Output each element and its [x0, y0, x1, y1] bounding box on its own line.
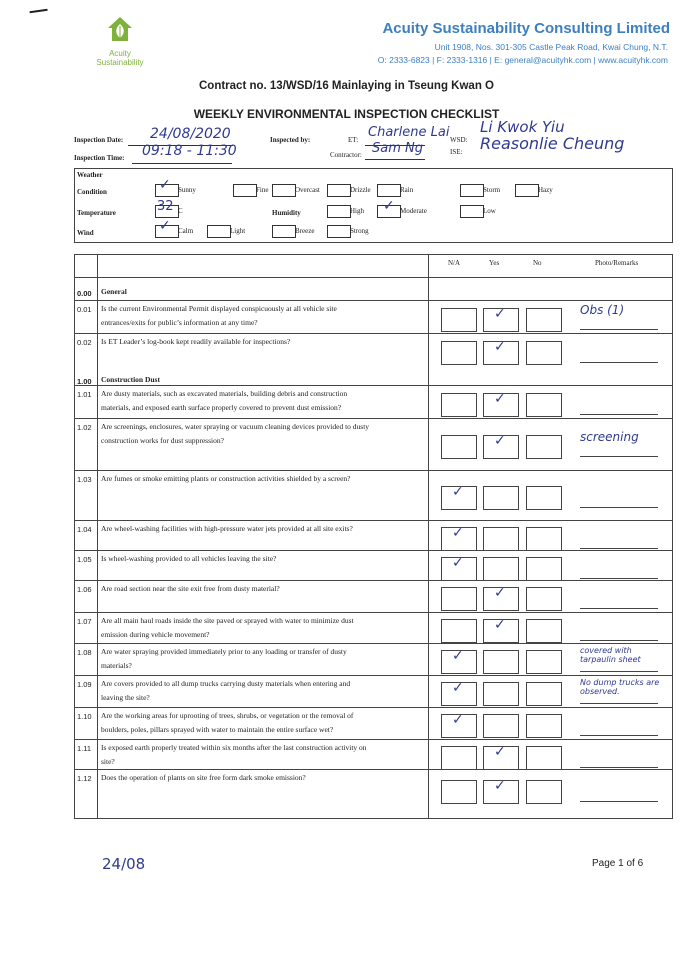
no-checkbox[interactable] — [526, 557, 562, 581]
temperature-value[interactable]: 32 — [157, 199, 174, 214]
condition-sunny-label: Sunny — [178, 186, 196, 194]
item-number: 1.02 — [77, 423, 92, 432]
company-contacts: O: 2333-6823 | F: 2333-1316 | E: general@acuityhk.com | www.acuityhk.com — [377, 55, 668, 65]
item-number: 1.11 — [77, 744, 92, 753]
humidity-low-checkbox[interactable] — [460, 205, 484, 218]
wind-label: Wind — [77, 229, 94, 237]
wsd-label: WSD: — [450, 136, 468, 144]
remarks-line — [580, 608, 658, 609]
question-text: Are wheel-washing facilities with high-pressure water jets provided at all site exits? — [101, 524, 353, 533]
item-number: 1.10 — [77, 712, 92, 721]
question-text: Does the operation of plants on site free form dark smoke emission? — [101, 773, 306, 782]
condition-drizzle-label: Drizzle — [350, 186, 371, 194]
yes-checkbox[interactable] — [483, 527, 519, 551]
checkmark-icon: ✓ — [494, 744, 506, 760]
header-row-divider — [75, 277, 672, 278]
remark-text[interactable]: screening — [580, 430, 639, 444]
temperature-unit: C — [178, 207, 183, 215]
question-text: Is ET Leader’s log-book kept readily available for inspections? — [101, 337, 291, 346]
na-checkbox[interactable] — [441, 587, 477, 611]
table-row — [75, 643, 672, 676]
question-text-continued: construction works for dust suppression? — [101, 436, 224, 445]
table-row — [75, 739, 672, 770]
footer-initials: 24/08 — [102, 855, 146, 873]
no-checkbox[interactable] — [526, 714, 562, 738]
checklist-table — [74, 254, 673, 819]
question-text: Is exposed earth properly treated within six months after the last construction activity on — [101, 743, 367, 752]
question-text-continued: entrances/exits for public’s information at any time? — [101, 318, 258, 327]
question-text-continued: site? — [101, 757, 115, 766]
question-text-continued: leaving the site? — [101, 693, 150, 702]
humidity-high-label: High — [350, 207, 364, 215]
inspection-time-label: Inspection Time: — [74, 154, 125, 162]
no-checkbox[interactable] — [526, 527, 562, 551]
wind-calm-label: Calm — [178, 227, 194, 235]
inspected-by-label: Inspected by: — [270, 136, 311, 144]
yes-checkbox[interactable] — [483, 650, 519, 674]
no-checkbox[interactable] — [526, 486, 562, 510]
inspection-date-label: Inspection Date: — [74, 136, 124, 144]
no-checkbox[interactable] — [526, 746, 562, 770]
ise-label: ISE: — [450, 148, 463, 156]
item-number: 1.12 — [77, 774, 92, 783]
item-number: 1.05 — [77, 555, 92, 564]
no-checkbox[interactable] — [526, 619, 562, 643]
section-title: Construction Dust — [101, 375, 160, 384]
ise-value[interactable]: Reasonlie Cheung — [480, 134, 625, 153]
question-text-continued: materials? — [101, 661, 132, 670]
question-text: Are dusty materials, such as excavated materials, building debris and construction — [101, 389, 348, 398]
no-checkbox[interactable] — [526, 393, 562, 417]
checkmark-icon: ✓ — [494, 433, 506, 449]
yes-checkbox[interactable] — [483, 682, 519, 706]
table-row — [75, 385, 672, 419]
checkmark-icon: ✓ — [494, 391, 506, 407]
table-row — [75, 333, 672, 367]
wind-breeze-label: Breeze — [295, 227, 315, 235]
question-text: Are water spraying provided immediately prior to any loading or transfer of dusty — [101, 647, 347, 656]
table-row — [75, 707, 672, 740]
table-row — [75, 550, 672, 581]
et-value[interactable]: Charlene Lai — [368, 125, 450, 140]
question-text: Are fumes or smoke emitting plants or construction activities shielded by a screen? — [101, 474, 351, 483]
condition-storm-label: Storm — [483, 186, 501, 194]
remarks-line — [580, 671, 658, 672]
remarks-line — [580, 548, 658, 549]
calm-checkmark-icon: ✓ — [159, 218, 171, 234]
question-text-continued: boulders, poles, pillars sprayed with water to maintain the entire surface wet? — [101, 725, 334, 734]
col-yes-header: Yes — [489, 259, 500, 267]
checkmark-icon: ✓ — [452, 680, 464, 696]
wind-light-label: Light — [230, 227, 246, 235]
remark-text[interactable]: covered with tarpaulin sheet — [580, 646, 641, 664]
yes-checkbox[interactable] — [483, 714, 519, 738]
time-underline — [132, 163, 232, 164]
na-checkbox[interactable] — [441, 435, 477, 459]
na-checkbox[interactable] — [441, 780, 477, 804]
page-number: Page 1 of 6 — [592, 858, 644, 869]
moderate-checkmark-icon: ✓ — [383, 198, 395, 214]
wind-light-checkbox[interactable] — [207, 225, 231, 238]
checkmark-icon: ✓ — [452, 712, 464, 728]
remarks-line — [580, 735, 658, 736]
condition-fine-checkbox[interactable] — [233, 184, 257, 197]
remarks-line — [580, 578, 658, 579]
question-text: Is the current Environmental Permit displayed conspicuously at all vehicle site — [101, 304, 337, 313]
humidity-low-label: Low — [483, 207, 496, 215]
na-checkbox[interactable] — [441, 619, 477, 643]
table-row — [75, 612, 672, 644]
question-text-continued: materials, and exposed earth surface properly covered to prevent dust emission? — [101, 403, 342, 412]
checkmark-icon: ✓ — [494, 339, 506, 355]
remarks-line — [580, 703, 658, 704]
item-number: 1.07 — [77, 617, 92, 626]
item-number: 1.01 — [77, 390, 92, 399]
no-checkbox[interactable] — [526, 650, 562, 674]
col-na-header: N/A — [448, 259, 461, 267]
condition-rain-label: Rain — [400, 186, 414, 194]
item-number: 1.09 — [77, 680, 92, 689]
company-name: Acuity Sustainability Consulting Limited — [382, 20, 670, 37]
question-text: Are the working areas for uprooting of trees, shrubs, or vegetation or the removal of — [101, 711, 354, 720]
sunny-checkmark-icon: ✓ — [159, 177, 171, 193]
checkmark-icon: ✓ — [452, 555, 464, 571]
humidity-moderate-label: Moderate — [400, 207, 427, 215]
company-logo — [80, 14, 160, 74]
logo-text: Acuity — [109, 49, 131, 58]
col-no-header: No — [533, 259, 542, 267]
no-checkbox[interactable] — [526, 341, 562, 365]
question-text: Are screenings, enclosures, water spraying or vacuum cleaning devices provided to dusty — [101, 422, 370, 431]
table-row — [75, 520, 672, 551]
logo-subtext: Sustainability — [96, 58, 144, 67]
checkmark-icon: ✓ — [494, 585, 506, 601]
checkmark-icon: ✓ — [452, 525, 464, 541]
inspection-time-value[interactable]: 09:18 - 11:30 — [142, 143, 237, 159]
contractor-label: Contractor: — [330, 151, 362, 159]
scan-mark — [30, 9, 49, 19]
remarks-line — [580, 767, 658, 768]
table-row — [75, 418, 672, 471]
et-label: ET: — [348, 136, 359, 144]
no-checkbox[interactable] — [526, 587, 562, 611]
wsd-value[interactable]: Li Kwok Yiu — [480, 118, 565, 136]
question-text: Are covers provided to all dump trucks carrying dusty materials when entering and — [101, 679, 351, 688]
checkmark-icon: ✓ — [494, 306, 506, 322]
section-title: General — [101, 287, 127, 296]
condition-hazy-checkbox[interactable] — [515, 184, 539, 197]
condition-label: Condition — [77, 188, 107, 196]
weather-section-label: Weather — [77, 171, 103, 179]
contract-title: Contract no. 13/WSD/16 Mainlaying in Tseung Kwan O — [199, 80, 494, 92]
checkmark-icon: ✓ — [494, 778, 506, 794]
wind-breeze-checkbox[interactable] — [272, 225, 296, 238]
condition-drizzle-checkbox[interactable] — [327, 184, 351, 197]
item-number: 0.02 — [77, 338, 92, 347]
table-row — [75, 580, 672, 613]
condition-fine-label: Fine — [256, 186, 269, 194]
yes-checkbox[interactable] — [483, 557, 519, 581]
section-number: 0.00 — [77, 289, 92, 298]
item-number: 1.04 — [77, 525, 92, 534]
remark-text[interactable]: No dump trucks are observed. — [580, 678, 660, 696]
table-row — [75, 470, 672, 521]
contractor-value[interactable]: Sam Ng — [372, 141, 423, 156]
condition-overcast-checkbox[interactable] — [272, 184, 296, 197]
no-checkbox[interactable] — [526, 780, 562, 804]
checkmark-icon: ✓ — [452, 648, 464, 664]
remark-text[interactable]: Obs (1) — [580, 303, 625, 317]
remarks-line — [580, 414, 658, 415]
temperature-label: Temperature — [77, 209, 116, 217]
na-checkbox[interactable] — [441, 746, 477, 770]
inspection-date-value[interactable]: 24/08/2020 — [150, 126, 231, 142]
humidity-label: Humidity — [272, 209, 301, 217]
remarks-line — [580, 456, 658, 457]
humidity-high-checkbox[interactable] — [327, 205, 351, 218]
table-row — [75, 300, 672, 334]
section-number: 1.00 — [77, 377, 92, 386]
condition-hazy-label: Hazy — [538, 186, 553, 194]
table-row — [75, 769, 672, 810]
checkmark-icon: ✓ — [452, 484, 464, 500]
item-number: 1.03 — [77, 475, 92, 484]
checklist-title: WEEKLY ENVIRONMENTAL INSPECTION CHECKLIST — [193, 107, 500, 121]
checkmark-icon: ✓ — [494, 617, 506, 633]
na-checkbox[interactable] — [441, 393, 477, 417]
no-checkbox[interactable] — [526, 435, 562, 459]
condition-overcast-label: Overcast — [295, 186, 320, 194]
question-text: Are all main haul roads inside the site paved or sprayed with water to minimize dust — [101, 616, 354, 625]
question-text: Is wheel-washing provided to all vehicles leaving the site? — [101, 554, 277, 563]
item-number: 0.01 — [77, 305, 92, 314]
yes-checkbox[interactable] — [483, 486, 519, 510]
company-address: Unit 1908, Nos. 301-305 Castle Peak Road, Kwai Chung, N.T. — [434, 42, 668, 52]
remarks-line — [580, 801, 658, 802]
wind-strong-label: Strong — [350, 227, 369, 235]
remarks-line — [580, 329, 658, 330]
na-checkbox[interactable] — [441, 308, 477, 332]
item-number: 1.08 — [77, 648, 92, 657]
remarks-line — [580, 507, 658, 508]
weather-table — [74, 168, 673, 243]
remarks-line — [580, 640, 658, 641]
question-text: Are road section near the site exit free from dusty material? — [101, 584, 280, 593]
col-remarks-header: Photo/Remarks — [595, 259, 639, 267]
na-checkbox[interactable] — [441, 341, 477, 365]
no-checkbox[interactable] — [526, 308, 562, 332]
remarks-line — [580, 362, 658, 363]
item-number: 1.06 — [77, 585, 92, 594]
wind-strong-checkbox[interactable] — [327, 225, 351, 238]
no-checkbox[interactable] — [526, 682, 562, 706]
table-row — [75, 675, 672, 708]
question-text-continued: emission during vehicle movement? — [101, 630, 210, 639]
leaf-house-icon — [105, 14, 135, 44]
contractor-underline — [365, 159, 425, 160]
condition-rain-checkbox[interactable] — [377, 184, 401, 197]
condition-storm-checkbox[interactable] — [460, 184, 484, 197]
